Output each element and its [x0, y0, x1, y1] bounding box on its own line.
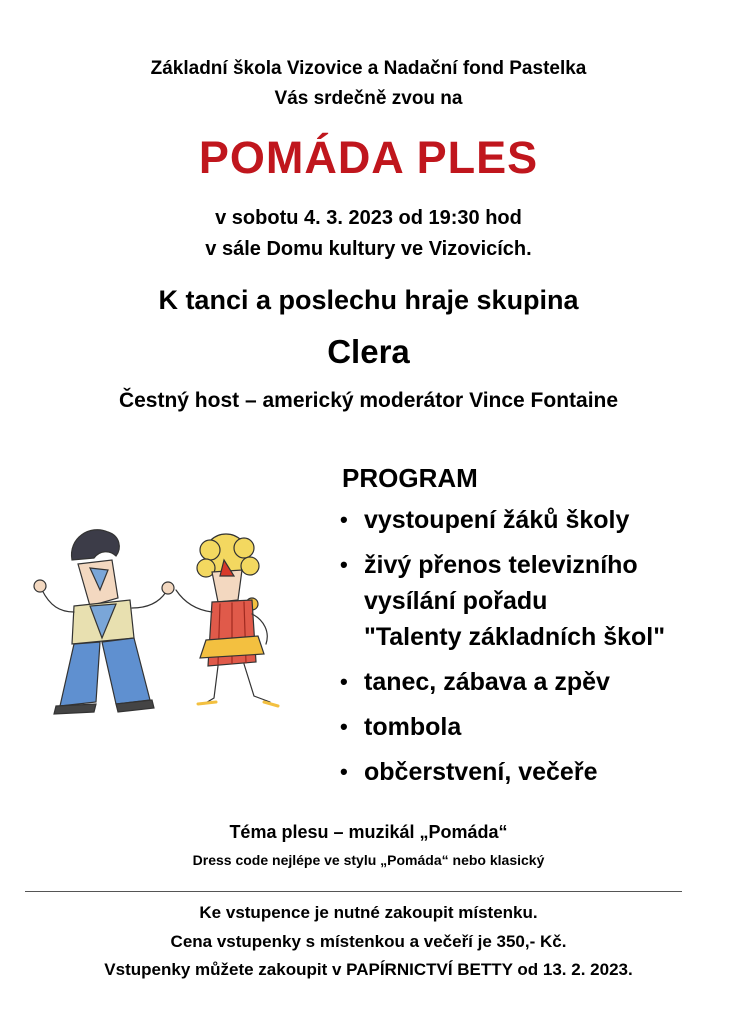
- program-item: [340, 754, 730, 790]
- program-heading: PROGRAM: [342, 463, 478, 493]
- program-item-text: občerstvení, večeře: [364, 758, 598, 786]
- ticket-line-3: Vstupenky můžete zakoupit v PAPÍRNICTVÍ BETTY od 13. 2. 2023.: [104, 960, 633, 979]
- program-item-text: živý přenos televizního vysílání pořadu "Talenty základních škol": [364, 551, 666, 651]
- organizers-line: Základní škola Vizovice a Nadační fond Pastelka: [150, 58, 587, 79]
- program-item: [340, 709, 730, 745]
- divider-line: [25, 891, 682, 892]
- ticket-line-1: Ke vstupence je nutné zakoupit místenku.: [199, 903, 538, 922]
- program-item-text: tanec, zábava a zpěv: [364, 668, 610, 696]
- program-item-text: vystoupení žáků školy: [364, 506, 630, 534]
- theme-line: Téma plesu – muzikál „Pomáda“: [229, 822, 508, 842]
- program-item: [340, 664, 730, 700]
- program-item-text: tombola: [364, 713, 462, 741]
- male-pencil-dancer: [34, 530, 174, 714]
- music-intro: K tanci a poslechu hraje skupina: [158, 285, 579, 315]
- bullet-icon: •: [340, 507, 348, 532]
- program-section: [340, 458, 730, 799]
- guest-line: Čestný host – americký moderátor Vince Fontaine: [118, 389, 619, 412]
- female-pencil-dancer: [176, 534, 278, 706]
- venue-line: v sále Domu kultury ve Vizovicích.: [205, 238, 532, 260]
- program-item: [340, 502, 730, 538]
- dress-code-line: Dress code nejlépe ve stylu „Pomáda“ nebo klasický: [192, 852, 545, 868]
- bullet-icon: •: [340, 669, 348, 694]
- program-item: [340, 547, 730, 655]
- bullet-icon: •: [340, 714, 348, 739]
- ticket-line-2: Cena vstupenky s místenkou a večeří je 350,- Kč.: [170, 932, 567, 951]
- bullet-icon: •: [340, 759, 348, 784]
- bullet-icon: •: [340, 552, 348, 577]
- band-name: Clera: [327, 333, 410, 370]
- event-title: POMÁDA PLES: [198, 132, 539, 183]
- date-line: v sobotu 4. 3. 2023 od 19:30 hod: [215, 207, 522, 229]
- invite-line: Vás srdečně zvou na: [274, 88, 463, 109]
- pencil-dancers-illustration: [20, 520, 290, 725]
